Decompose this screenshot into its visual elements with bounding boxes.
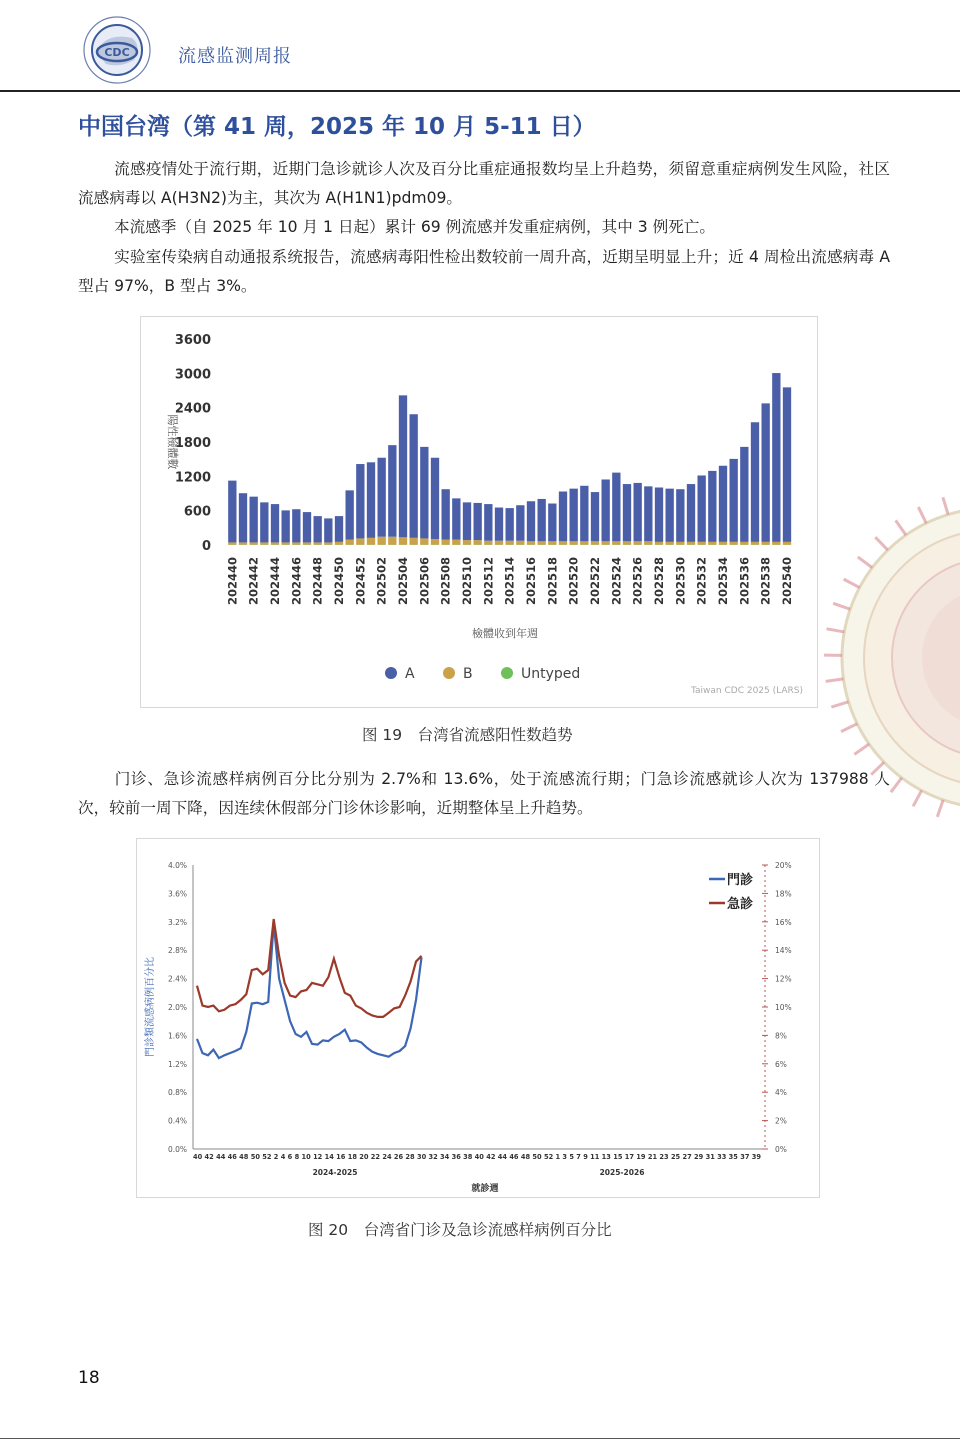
bar-a [399,395,407,537]
virus-spike [875,537,888,550]
bar-b [282,542,290,544]
x-tick-label: 202528 [652,557,666,606]
bar-a [538,499,546,541]
bar-a [623,484,631,541]
bar-a [442,489,450,539]
y-tick-label: 600 [183,504,211,520]
right-tick-label: 18% [775,889,792,899]
x-tick-label: 202538 [758,557,773,606]
x-tick-label: 202520 [566,557,581,606]
x-tick-label: 202508 [438,557,453,606]
bar-a [495,508,503,541]
x-tick-label: 202440 [225,557,240,606]
left-tick-label: 3.6% [167,889,187,899]
bar-b [644,541,652,544]
bar-b [559,541,567,544]
bar-b [303,542,311,544]
bar-b [378,537,386,545]
virus-spike [844,579,860,587]
bar-b [740,542,748,545]
paragraph-4: 门诊、急诊流感样病例百分比分别为 2.7%和 13.6%，处于流感流行期；门急诊流感就诊人次为 137988 人次，较前一周下降，因连续休假部分门诊休诊影响，近期整体呈上升趋势。 [78,770,890,817]
header-divider [0,90,960,92]
x-tick-label: 202442 [246,557,261,606]
bar-a [452,498,460,539]
bar-b [538,541,546,544]
x-tick-label: 202512 [481,557,496,606]
ili-percentage-line-chart [137,839,819,1197]
virus-spike [918,507,926,523]
bar-a [260,502,268,542]
cdc-logo [76,12,158,86]
x-tick-label: 202518 [545,557,560,606]
virus-spike [858,557,872,568]
bar-a [484,504,492,541]
bar-b [463,540,471,545]
bar-a [730,459,738,542]
x-tick-label: 202536 [737,557,752,606]
bar-b [687,542,695,545]
virus-spike [896,520,906,535]
bar-a [570,489,578,542]
legend-label: A [405,666,415,682]
bar-a [239,493,247,542]
series-line-emergency [197,919,422,1017]
bar-b [250,542,258,544]
left-tick-label: 3.2% [167,917,187,927]
right-tick-label: 2% [775,1116,787,1126]
x-tick-label: 202446 [289,557,304,606]
virus-spike [854,744,869,754]
x-tick-label: 202504 [396,557,410,606]
bar-b [772,542,780,545]
bar-b [527,541,535,544]
left-tick-label: 2.0% [167,1003,187,1012]
bar-a [420,447,428,539]
bar-b [260,542,268,544]
right-tick-label: 4% [775,1088,787,1098]
x-tick-label: 202534 [716,557,730,606]
bar-a [762,403,770,541]
y-tick-label: 1800 [174,436,211,451]
x-tick-label: 202522 [588,557,602,606]
x-tick-label: 202516 [524,557,538,606]
bar-a [719,466,727,542]
right-tick-label: 0% [775,1145,787,1154]
legend-label: 急診 [727,897,754,912]
x-tick-label: 202502 [374,557,389,606]
left-tick-label: 2.8% [167,946,187,956]
page-header [0,0,960,92]
bar-a [580,486,588,542]
virus-spike [826,679,844,682]
bar-a [410,414,418,538]
paragraph-2: 本流感季（自 2025 年 10 月 1 日起）累计 69 例流感并发重症病例，其中 3 例死亡。 [114,218,715,236]
bar-a [378,458,386,537]
bar-b [442,540,450,545]
right-tick-label: 12% [775,974,792,984]
right-tick-label: 8% [775,1031,787,1041]
bar-a [474,503,482,540]
bar-a [698,475,706,541]
right-tick-label: 16% [775,917,792,927]
bar-a [282,510,290,542]
bar-a [228,481,236,543]
virus-spike [831,702,848,707]
bar-b [506,541,514,545]
bar-a [602,479,610,541]
virus-spike [943,497,948,514]
figure-20-caption: 图 20 台湾省门诊及急诊流感样病例百分比 [308,1221,612,1239]
bar-a [751,422,759,542]
bar-b [516,541,524,545]
virus-spike [827,629,845,632]
left-axis-label: 門診類流感病例百分比 [145,957,156,1057]
bar-a [634,483,642,541]
bar-b [495,541,503,545]
bar-a [591,492,599,541]
bar-a [559,491,567,541]
bar-b [698,542,706,545]
section-title: 中国台湾（第 41 周，2025 年 10 月 5-11 日） [78,114,596,140]
bar-b [730,542,738,545]
y-tick-label: 1200 [174,470,211,486]
bar-b [399,537,407,544]
bar-b [783,542,791,545]
bar-b [410,538,418,545]
virus-spike [891,778,902,792]
bar-b [591,541,599,544]
bar-b [356,538,364,544]
figure-19-caption: 图 19 台湾省流感阳性数趋势 [362,726,573,744]
bar-a [772,373,780,542]
legend-marker [443,667,455,679]
footer-divider [0,1438,960,1439]
legend-marker [501,667,513,679]
bar-a [740,447,748,542]
bar-a [324,518,332,542]
legend-marker [385,667,397,679]
legend-label: B [463,666,473,682]
bar-b [239,542,247,544]
bar-b [388,537,396,545]
virus-spike [937,800,943,817]
legend-label: Untyped [521,666,581,682]
bar-a [271,504,279,542]
bar-b [271,542,279,544]
bar-b [708,542,716,545]
figure-19-chart [140,316,818,708]
bar-a [463,502,471,540]
bar-b [623,541,631,544]
x-tick-label: 202540 [780,557,794,606]
bar-b [634,541,642,544]
bar-b [751,542,759,545]
left-tick-label: 1.2% [167,1059,187,1069]
bar-b [570,541,578,544]
x-tick-label: 202450 [332,557,346,606]
bar-b [431,539,439,545]
left-tick-label: 0.4% [167,1116,187,1126]
right-tick-label: 14% [775,946,792,956]
left-tick-label: 4.0% [167,861,187,870]
bar-b [580,541,588,544]
bar-a [548,504,556,542]
bar-a [314,516,322,542]
x-axis-label: 就診週 [471,1184,499,1194]
y-tick-label: 0 [201,539,211,554]
left-tick-label: 0.0% [167,1145,187,1154]
bar-a [676,489,684,542]
bar-b [719,542,727,545]
bar-a [250,497,258,543]
bar-b [324,542,332,544]
source-note: Taiwan CDC 2025 (LARS) [691,686,803,696]
y-tick-label: 2400 [174,401,211,417]
bar-b [474,540,482,545]
bar-a [292,509,300,542]
positive-count-bar-chart [141,317,817,707]
left-tick-label: 0.8% [167,1088,187,1098]
bar-a [708,471,716,542]
bar-b [676,542,684,545]
bar-a [644,486,652,541]
bar-a [655,487,663,541]
virus-spike [913,790,921,806]
bar-b [602,541,610,544]
bar-b [484,541,492,545]
figure-20-chart [136,838,820,1198]
bar-b [420,538,428,544]
bar-b [452,540,460,545]
bar-a [346,490,354,539]
bar-a [783,387,791,542]
x-tick-label: 202444 [268,557,282,606]
series-line-outpatient [197,923,422,1058]
bar-a [303,512,311,542]
y-tick-label: 3000 [174,367,211,383]
bar-b [346,540,354,545]
x-tick-label: 202506 [417,557,432,606]
bar-b [314,542,322,544]
season-label: 2024-2025 [312,1168,358,1177]
bar-a [335,516,343,542]
left-tick-label: 1.6% [167,1031,187,1041]
x-tick-label: 202524 [609,557,624,606]
x-tick-label: 202452 [353,557,368,606]
x-tick-label: 202526 [630,557,645,606]
bar-b [292,542,300,544]
svg-text:CDC: CDC [104,46,130,59]
bar-b [762,542,770,545]
bar-b [655,542,663,545]
bar-a [431,458,439,539]
page-number: 18 [78,1368,100,1388]
y-axis-label: 陽性檢體數 [166,414,179,470]
x-tick-label: 202532 [694,557,709,606]
bar-a [612,473,620,542]
virus-spike [841,724,857,732]
x-tick-label: 202510 [460,557,474,606]
right-tick-label: 6% [775,1059,787,1069]
paragraph-3: 实验室传染病自动通报系统报告，流感病毒阳性检出数较前一周升高，近期呈明显上升；近 4 周检出流感病毒 A 型占 97%，B 型占 3%。 [78,248,890,295]
right-tick-label: 20% [775,861,792,870]
bar-b [612,541,620,544]
x-axis-label: 檢體收到年週 [472,627,538,640]
x-tick-labels: 40 42 44 46 48 50 52 2 4 6 8 10 12 14 16 18 20 22 24 26 28 30 32 34 36 38 40 42 44 46 48 50 52 1 3 5 7 9 11 13 15 17 19 21 23 25 27 29 31 33 35 37 39 [193,1153,762,1161]
x-tick-label: 202530 [673,557,688,606]
bar-a [356,464,364,538]
bar-a [367,462,375,538]
legend-label: 門診 [727,873,754,888]
x-tick-label: 202514 [502,557,517,606]
season-label: 2025-2026 [599,1168,645,1177]
left-tick-label: 2.4% [167,974,187,984]
paragraph-1: 流感疫情处于流行期，近期门急诊就诊人次及百分比重症通报数均呈上升趋势，须留意重症病例发生风险，社区流感病毒以 A(H3N2)为主，其次为 A(H1N1)pdm09。 [78,160,890,207]
y-tick-label: 3600 [174,333,211,348]
bar-a [506,508,514,541]
bar-b [228,542,236,544]
bar-a [527,501,535,541]
bar-b [548,541,556,544]
virus-spike [833,603,850,609]
x-tick-label: 202448 [310,557,325,606]
bar-b [367,538,375,545]
bar-b [335,542,343,545]
bar-a [388,445,396,537]
bar-a [516,505,524,540]
header-title: 流感监测周报 [178,46,292,67]
bar-b [666,542,674,545]
right-tick-label: 10% [775,1003,792,1012]
bar-a [687,484,695,542]
bar-a [666,489,674,542]
